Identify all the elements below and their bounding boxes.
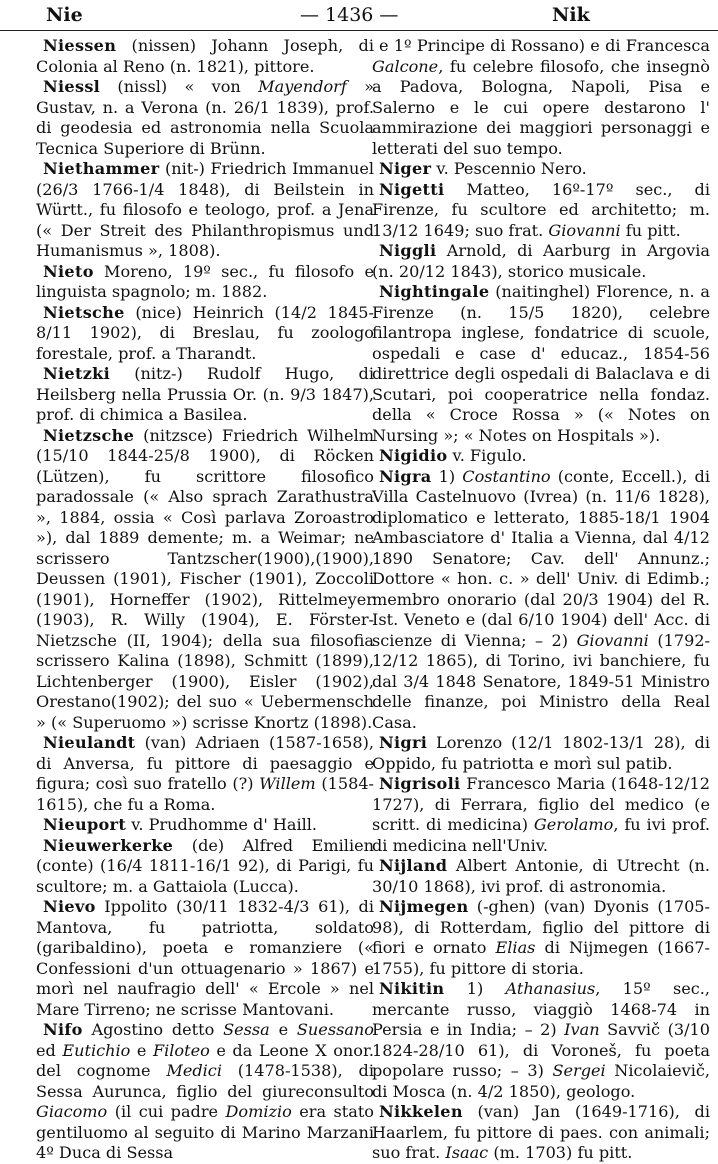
entry-headword: Nifo (43, 1020, 83, 1039)
dictionary-entry (372, 467, 710, 734)
entry-headword: Nijmegen (379, 897, 469, 916)
dictionary-entry (36, 1020, 374, 1164)
entry-text: (nice) Heinrich (14/2 1845-8/11 1902), di Breslau, fu zoologo forestale, prof. a Tharandt. (36, 302, 374, 363)
dictionary-entry (36, 815, 374, 836)
header-left-word: Nie (46, 4, 83, 26)
dictionary-entry (372, 979, 710, 1102)
dictionary-entry (372, 159, 710, 180)
entry-italic-name: Galcone (372, 56, 439, 76)
entry-headword: Nigra (379, 466, 432, 486)
dictionary-entry (372, 241, 710, 282)
entry-headword: Niger (379, 159, 432, 178)
dictionary-entry (372, 733, 710, 774)
entry-text: v. Pescennio Nero. (431, 159, 587, 178)
page-header (0, 0, 718, 31)
dictionary-entry (36, 733, 374, 815)
entry-headword: Nieuport (43, 815, 127, 834)
entry-text: (nissl) « von (100, 77, 259, 96)
entry-text-continued: (conte, Eccell.), di Villa Castelnuovo (Ivrea) (n. 11/6 1828), diplomatico e letterato, 1885-18/1 1904 Ambasciatore d' Italia a Vienna, dal 4/12 1890 Senatore; Cav. dell' Annunz.; Dottore « hon. c. » dell' Univ. di Edimb.; membro onorario (dal 20/3 1904) del R. Ist. Veneto e (dal 6/10 1904) dell' Acc. di scienze di Vienna; – 2) Giovanni (1792-12/12 1865), di Torino, ivi banchiere, fu dal 3/4 1848 Senatore, 1849-51 Ministro delle finanze, poi Ministro della Real Casa. (372, 466, 710, 732)
entry-italic-name: Athanasius (505, 979, 596, 998)
entry-headword: Nigetti (379, 179, 445, 199)
entry-text-continued: , 15º sec., mercante russo, viaggiò 1468-74 in Persia e in India; – 2) Ivan Savvič (3/10 1824-28/10 61), di Voroneš, fu poeta popolare russo; – 3) Sergei Nicolaievič, di Mosca (n. 4/2 1850), geologo. (372, 979, 711, 1101)
dictionary-entry (36, 836, 374, 898)
entry-italic-name: Gerolamo (533, 815, 614, 834)
entry-text: Ippolito (30/11 1832-4/3 61), di Mantova, fu patriotta, soldato (garibaldino), poeta e romanziere (« Confessioni d'un ottuagenario » 1867) e morì nel naufragio dell' « Ercole » nel Mare Tirreno; ne scrisse Mantovani. (36, 897, 374, 1019)
entry-italic-name: Sessa (223, 1020, 270, 1039)
dictionary-entry (36, 364, 374, 426)
entry-text-continued: (1584-1615), che fu a Roma. (36, 774, 374, 814)
entry-text: Albert Antonie, di Utrecht (n. 30/10 1868), ivi prof. di astronomia. (372, 856, 710, 896)
entry-italic-name: Costantino (462, 466, 551, 486)
entry-text-continued: (m. 1703) fu pitt. (488, 1143, 633, 1162)
entry-headword: Nietsche (43, 302, 125, 322)
right-column (372, 36, 710, 1164)
entry-text-continued: fu pitt. (620, 220, 681, 240)
entry-text: (nitzsce) Friedrich Wilhelm (15/10 1844-25/8 1900), di Röcken (Lützen), fu scrittore filosofico paradossale (« Also sprach Zarathustra », 1884, ossia « Così parlava Zoroastro »), dal 1889 demente; m. a Weimar; ne scrissero Tantzscher(1900),(1900), Deussen (1901), Fischer (1901), Zoccoli (1901), Horneffer (1902), Rittelmeyer (1903), R. Willy (1904), E. Förster-Nietzsche (II, 1904); della sua filosofia scrissero Kalina (1898), Schmitt (1899), Lichtenberger (1900), Eisler (1902), Orestano(1902); del suo « Uebermensch » (« Superuomo ») scrisse Knortz (1898). (36, 425, 374, 732)
entry-headword: Nijland (379, 856, 448, 875)
entry-headword: Nikitin (379, 979, 445, 998)
dictionary-entry (36, 159, 374, 262)
entry-text: Francesco Maria (1648-12/12 1727), di Ferrara, figlio del medico (e scritt. di medicina) (372, 774, 710, 834)
dictionary-entry (36, 77, 374, 159)
entry-text: Agostino detto (82, 1020, 224, 1039)
dictionary-entry (372, 897, 710, 979)
dictionary-entry (36, 897, 374, 1020)
entry-text-continued: di Nijmegen (1667-1755), fu pittore di storia. (372, 938, 710, 978)
dictionary-entry (372, 36, 710, 159)
entry-text: (nitz-) Rudolf Hugo, di Heilsberg nella Prussia Or. (n. 9/3 1847), prof. di chimica a Basilea. (36, 364, 374, 424)
entry-text-continued: , fu ivi prof. di medicina nell'Univ. (372, 815, 711, 855)
entry-text: 1) (431, 466, 463, 486)
entry-text: (van) Adriaen (1587-1658), di Anversa, fu pittore di paesaggio e figura; così suo fratello (?) (36, 733, 374, 793)
dictionary-entry (372, 774, 710, 856)
entry-text-continued: , fu celebre filosofo, che insegnò a Padova, Bologna, Napoli, Pisa e Salerno e le cui opere destarono l' ammirazione dei maggiori personaggi e letterati del suo tempo. (372, 56, 710, 158)
entry-text: Matteo, 16º-17º sec., di Firenze, fu scultore ed architetto; m. 13/12 1649; suo frat. (372, 179, 710, 240)
entry-italic-name: Isaac (445, 1143, 489, 1162)
entry-text: Arnold, di Aarburg in Argovia (n. 20/12 1843), storico musicale. (372, 241, 710, 281)
entry-italic-name: Elias (495, 938, 536, 957)
entry-headword: Nigri (379, 733, 428, 752)
page-number: — 1436 — (300, 4, 399, 26)
entry-text: (nit-) Friedrich Immanuel (26/3 1766-1/4 1848), di Beilstein in Württ., fu filosofo e teologo, prof. a Jena (« Der Streit des Philanthropismus und Humanismus », 1808). (36, 159, 374, 260)
dictionary-entry (36, 262, 374, 303)
entry-headword: Nigidio (379, 446, 448, 465)
entry-text: (van) Jan (1649-1716), di Haarlem, fu pittore di paes. con animali; suo frat. (372, 1102, 710, 1162)
header-right-word: Nik (552, 4, 590, 26)
entry-text: e 1º Principe di Rossano) e di Francesca (379, 36, 710, 55)
entry-text: (naitinghel) Florence, n. a Firenze (n. 15/5 1820), celebre filantropa inglese, fondatrice di scuole, ospedali e case d' educaz., 1854-56 direttrice degli ospedali di Balaclava e di Scutari, poi cooperatrice nella fondaz. della « Croce Rossa » (« Notes on Nursing »; « Notes on Hospitals »). (372, 282, 710, 445)
left-column (36, 36, 374, 1164)
entry-headword: Nikkelen (379, 1102, 463, 1121)
dictionary-entry (36, 426, 374, 734)
dictionary-entry (36, 36, 374, 77)
entry-headword: Niethammer (43, 159, 160, 178)
entry-headword: Nightingale (379, 282, 490, 301)
dictionary-entry (372, 856, 710, 897)
entry-headword: Nietzsche (43, 425, 135, 445)
entry-headword: Niessen (43, 36, 117, 55)
entry-text: Moreno, 19º sec., fu filosofo e linguista spagnolo; m. 1882. (36, 261, 374, 301)
dictionary-entry (372, 446, 710, 467)
entry-headword: Nieulandt (43, 733, 136, 752)
entry-headword: Niessl (43, 77, 101, 96)
dictionary-entry (36, 303, 374, 365)
entry-text: (nissen) Johann Joseph, di Colonia al Reno (n. 1821), pittore. (36, 36, 374, 76)
entry-italic-name: Giovanni (548, 220, 621, 240)
entry-italic-name: Mayendorf (258, 77, 347, 96)
entry-text: v. Prudhomme d' Haill. (126, 815, 318, 834)
entry-text-continued: » Gustav, n. a Verona (n. 26/1 1839), prof. di geodesia ed astronomia nella Scuola Tecnica Superiore di Brünn. (36, 77, 374, 158)
entry-text: 1) (444, 979, 506, 998)
entry-headword: Nieuwerkerke (43, 835, 174, 855)
dictionary-entry (372, 180, 710, 242)
entry-text: (-ghen) (van) Dyonis (1705-98), di Rotterdam, figlio del pittore di fiori e ornato (372, 897, 710, 957)
entry-headword: Nievo (43, 897, 96, 916)
entry-text: v. Figulo. (447, 446, 527, 465)
entry-text: (de) Alfred Emilien (conte) (16/4 1811-16/1 92), di Parigi, fu scultore; m. a Gattaiola (Lucca). (36, 835, 374, 896)
entry-headword: Nietzki (43, 364, 111, 383)
entry-headword: Nigrisoli (379, 774, 461, 793)
entry-headword: Nieto (43, 261, 94, 281)
dictionary-entry (372, 282, 710, 446)
entry-italic-name: Willem (259, 774, 316, 793)
entry-headword: Niggli (379, 241, 437, 260)
entry-text-continued: e Suessano ed Eutichio e Filoteo e da Leone X onor. del cognome Medici (1478-1538), di Sessa Aurunca, figlio del giureconsulto Giacomo (il cui padre Domizio era stato gentiluomo al seguito di Marino Marzani 4º Duca di Sessa (36, 1020, 374, 1162)
entry-text: Lorenzo (12/1 1802-13/1 28), di Oppido, fu patriotta e morì sul patib. (372, 733, 710, 773)
